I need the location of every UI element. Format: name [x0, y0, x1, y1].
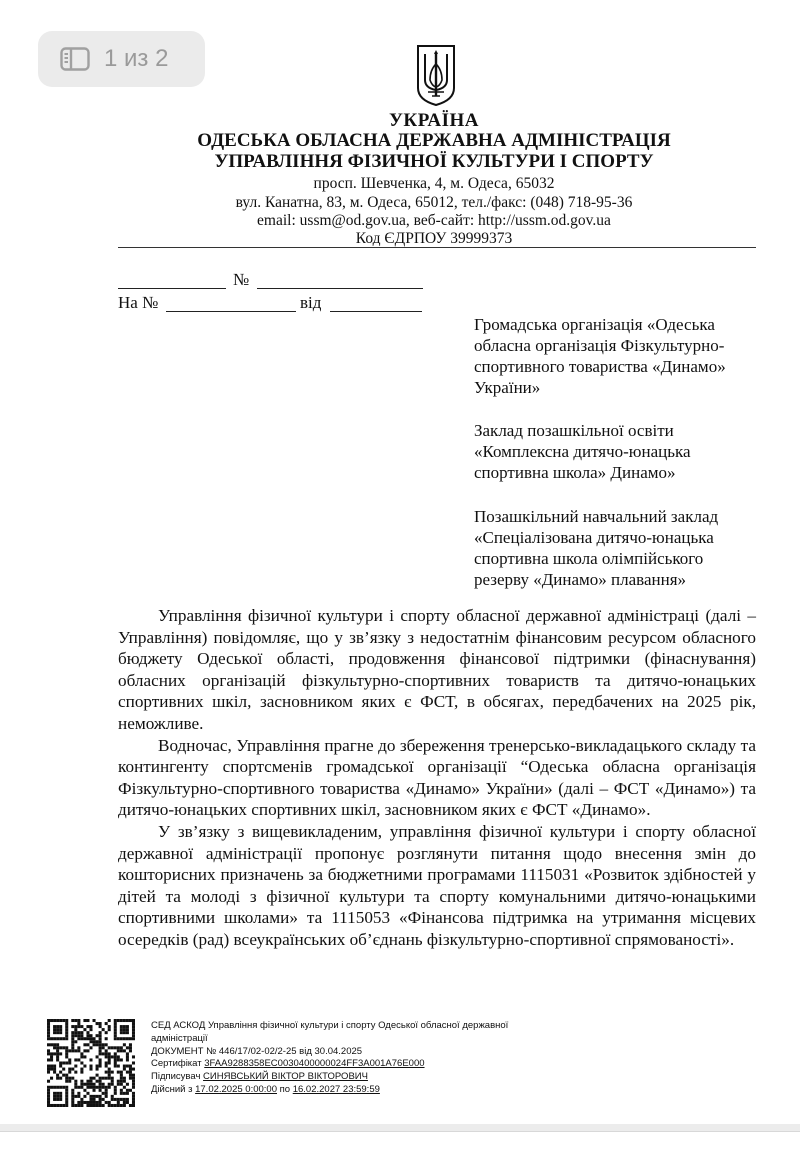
e-signature-block — [151, 1020, 571, 1097]
qr-code — [47, 1019, 135, 1107]
sig-system-org: Управління фізичної культури і спорту Одеської обласної державної — [207, 1020, 509, 1031]
addressee-line: спортивна школа олімпійського — [474, 549, 704, 568]
addressee-line: спортивного товариства «Динамо» — [474, 357, 726, 376]
sig-signer-label: Підписувач — [151, 1071, 201, 1083]
reply-number-prefix: На № — [118, 293, 159, 312]
sig-certificate-label: Сертифікат — [151, 1058, 202, 1070]
addressee-2 — [474, 420, 774, 483]
addressee-3 — [474, 506, 774, 590]
letterhead-department: УПРАВЛІННЯ ФІЗИЧНОЇ КУЛЬТУРИ І СПОРТУ — [214, 151, 654, 172]
sig-valid-from: 17.02.2025 0:00:00 — [195, 1083, 277, 1095]
sig-document-label: ДОКУМЕНТ — [151, 1045, 204, 1057]
addressee-line: спортивна школа» Динамо» — [474, 463, 676, 482]
addressee-line: «Комплексна дитячо-юнацька — [474, 442, 691, 461]
trident-icon — [414, 42, 458, 108]
addressee-1 — [474, 314, 774, 398]
reply-from-word: від — [300, 293, 322, 312]
addressee-line: України» — [474, 378, 541, 397]
addressee-line: Позашкільний навчальний заклад — [474, 507, 719, 526]
page-indicator-label: 1 из 2 — [104, 45, 169, 72]
sig-system-prefix: СЕД АСКОД — [151, 1020, 206, 1031]
page-indicator[interactable] — [38, 31, 205, 87]
addressee-line: резерву «Динамо» плавання» — [474, 570, 687, 589]
letter-body — [118, 605, 756, 951]
letterhead-edrpou: Код ЄДРПОУ 39999373 — [355, 230, 513, 247]
letterhead-contacts: email: ussm@od.gov.ua, веб-сайт: http://ussm.od.gov.ua — [257, 212, 611, 229]
letterhead-administration: ОДЕСЬКА ОБЛАСНА ДЕРЖАВНА АДМІНІСТРАЦІЯ — [197, 130, 671, 151]
sig-document-value: № 446/17/02-02/2-25 від 30.04.2025 — [206, 1045, 363, 1057]
sig-valid-to-word: по — [279, 1083, 291, 1095]
sig-valid-label: Дійсний з — [151, 1083, 193, 1095]
body-paragraph: Управління фізичної культури і спорту обласної державної адміністраці (далі – Управління) повідомляє, що у зв’язку з недостатнім фінансовим ресурсом обласного бюджету Одеської області, продовження фінансової підтримки (фінаснування) обласних організацій фізкультурно-спортивних товариств та дитячо-юнацьких спортивних шкіл, засновником яких є ФСТ, в обсягах, передбачених на 2025 рік, неможливе. — [118, 606, 756, 733]
sig-valid-to: 16.02.2027 23:59:59 — [292, 1083, 380, 1095]
letterhead-address-1: просп. Шевченка, 4, м. Одеса, 65032 — [313, 175, 555, 192]
sig-certificate-value: 3FAA9288358EC0030400000024FF3A001A76E000 — [204, 1058, 425, 1070]
addressee-line: обласна організація Фізкультурно- — [474, 336, 725, 355]
letterhead-divider — [118, 247, 756, 248]
outgoing-date-blank — [118, 288, 226, 289]
document-page-2-edge — [0, 1131, 800, 1149]
addressee-line: Заклад позашкільної освіти — [474, 421, 674, 440]
reply-date-blank — [330, 311, 422, 312]
outgoing-number-sign: № — [233, 270, 250, 289]
addressee-line: Громадська організація «Одеська — [474, 315, 715, 334]
sig-system-org-2: адміністрації — [151, 1032, 208, 1044]
letterhead-country: УКРАЇНА — [388, 110, 479, 131]
sig-signer-value: СИНЯВСЬКИЙ ВІКТОР ВІКТОРОВИЧ — [203, 1071, 368, 1083]
body-paragraph: Водночас, Управління прагне до збереження тренерсько-викладацького складу та контингенту спортсменів громадської організації “Одеська обласна організація Фізкультурно-спортивного товариства «Динамо» України» (далі – ФСТ «Динамо») та дитячо-юнацьких спортивних шкіл, засновником яких є ФСТ «Динамо». — [118, 735, 756, 820]
reply-number-blank — [166, 311, 296, 312]
sidebar-panel-icon — [60, 47, 90, 71]
addressee-line: «Спеціалізована дитячо-юнацька — [474, 528, 714, 547]
body-paragraph: У зв’язку з вищевикладеним, управління фізичної культури і спорту обласної державної адміністрації пропонує розглянути питання щодо внесення змін до кошторисних призначень за бюджетними програмами 1115031 «Розвиток здібностей у дітей та молоді з фізичної культури та спорту комунальними дитячо-юнацькими спортивними школами» та 1115053 «Фінансова підтримка на утримання місцевих осередків (рад) всеукраїнських об’єднань фізкультурно-спортивної спрямованості». — [118, 821, 756, 949]
outgoing-number-blank — [257, 288, 423, 289]
letterhead-address-2: вул. Канатна, 83, м. Одеса, 65012, тел./факс: (048) 718-95-36 — [235, 194, 633, 211]
